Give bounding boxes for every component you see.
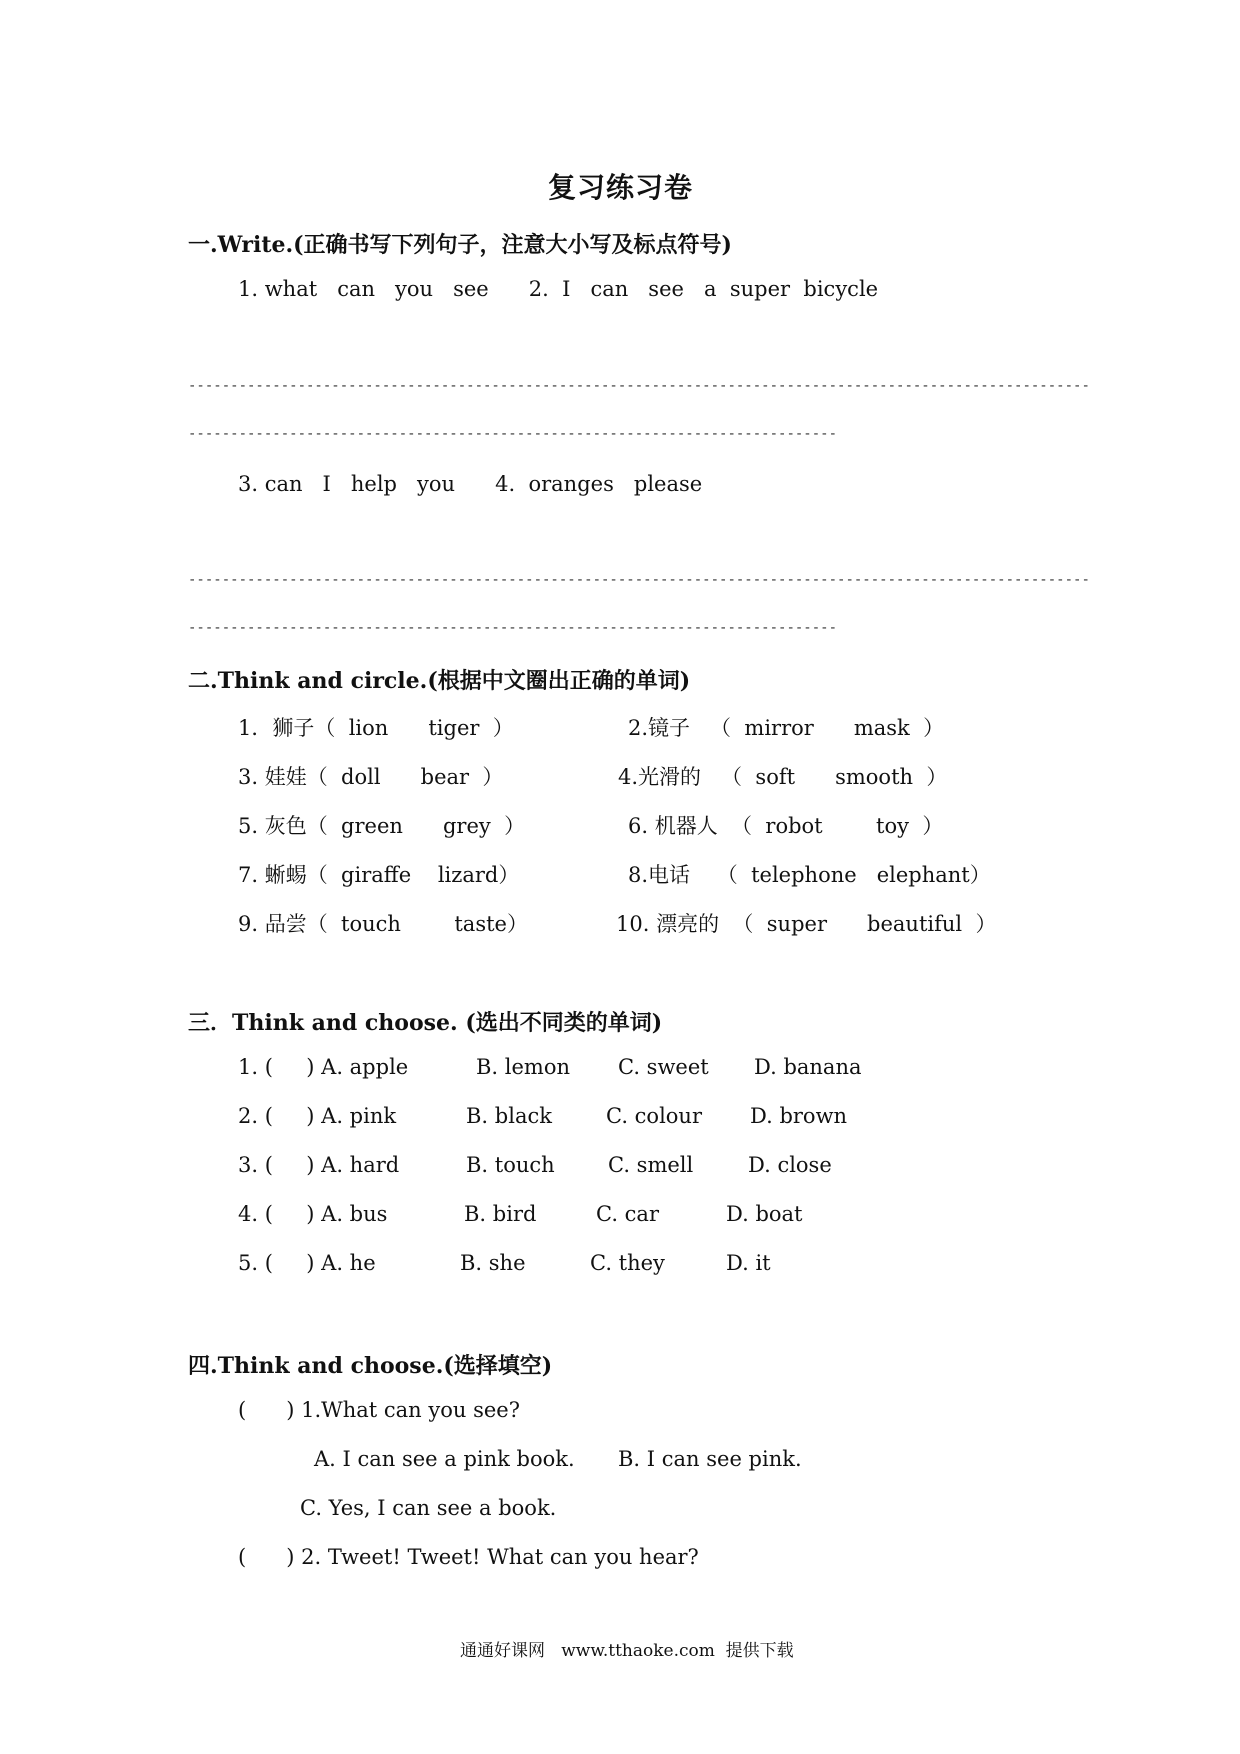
choice-d: D. boat	[726, 1202, 803, 1226]
circle-item-right: 10. 漂亮的 （ super beautiful ）	[616, 912, 997, 936]
choice-c: C. car	[596, 1202, 659, 1226]
answer-line: -----------------------------------------------------------------------------------------------------------	[188, 378, 1090, 394]
choice-c: C. they	[590, 1251, 665, 1275]
circle-item-right: 4.光滑的 （ soft smooth ）	[618, 765, 948, 789]
circle-item-right: 2.镜子 （ mirror mask ）	[628, 716, 945, 740]
circle-item-left: 1．狮子（ lion tiger ）	[238, 716, 514, 740]
choice-row-num: 2. ( ) A. pink	[238, 1104, 397, 1128]
choice-d: D. close	[748, 1153, 832, 1177]
section-3-heading: 三．Think and choose. (选出不同类的单词)	[188, 1010, 663, 1036]
choice-d: D. brown	[750, 1104, 848, 1128]
choice-c: C. colour	[606, 1104, 702, 1128]
answer-line: -----------------------------------------------------------------------------	[188, 426, 838, 442]
choice-b: B. she	[460, 1251, 526, 1275]
page-title: 复习练习卷	[548, 171, 694, 204]
choice-b: B. lemon	[476, 1055, 571, 1079]
choice-row-num: 5. ( ) A. he	[238, 1251, 376, 1275]
circle-item-left: 3. 娃娃（ doll bear ）	[238, 765, 504, 789]
section-1-line-2: 3. can I help you 4. oranges please	[238, 472, 703, 496]
choice-d: D. banana	[754, 1055, 862, 1079]
choice-b: B. bird	[464, 1202, 537, 1226]
choice-c: C. smell	[608, 1153, 694, 1177]
section-4-heading: 四.Think and choose.(选择填空)	[188, 1353, 553, 1379]
question-1-option-b: B. I can see pink.	[618, 1447, 802, 1471]
answer-line: -----------------------------------------------------------------------------------------------------------	[188, 572, 1090, 588]
answer-line: -----------------------------------------------------------------------------	[188, 620, 838, 636]
circle-item-left: 7. 蜥蜴（ giraffe lizard）	[238, 863, 520, 887]
choice-d: D. it	[726, 1251, 771, 1275]
circle-item-left: 9. 品尝（ touch taste）	[238, 912, 528, 936]
question-1: ( ) 1.What can you see?	[238, 1398, 520, 1422]
question-1-option-c: C. Yes, I can see a book.	[300, 1496, 557, 1520]
question-1-option-a: A. I can see a pink book.	[314, 1447, 575, 1471]
choice-row-num: 3. ( ) A. hard	[238, 1153, 400, 1177]
section-1-heading: 一.Write.(正确书写下列句子，注意大小写及标点符号)	[188, 232, 732, 258]
circle-item-left: 5. 灰色（ green grey ）	[238, 814, 526, 838]
section-1-line-1: 1. what can you see 2. I can see a super bicycle	[238, 277, 879, 301]
footer-text: 通通好课网 www.tthaoke.com 提供下载	[460, 1641, 794, 1661]
choice-row-num: 4. ( ) A. bus	[238, 1202, 388, 1226]
section-2-heading: 二.Think and circle.(根据中文圈出正确的单词)	[188, 668, 691, 694]
choice-b: B. touch	[466, 1153, 555, 1177]
circle-item-right: 8.电话 （ telephone elephant）	[628, 863, 991, 887]
circle-item-right: 6. 机器人 （ robot toy ）	[628, 814, 944, 838]
choice-b: B. black	[466, 1104, 552, 1128]
choice-c: C. sweet	[618, 1055, 709, 1079]
choice-row-num: 1. ( ) A. apple	[238, 1055, 409, 1079]
question-2: ( ) 2. Tweet! Tweet! What can you hear?	[238, 1545, 699, 1569]
